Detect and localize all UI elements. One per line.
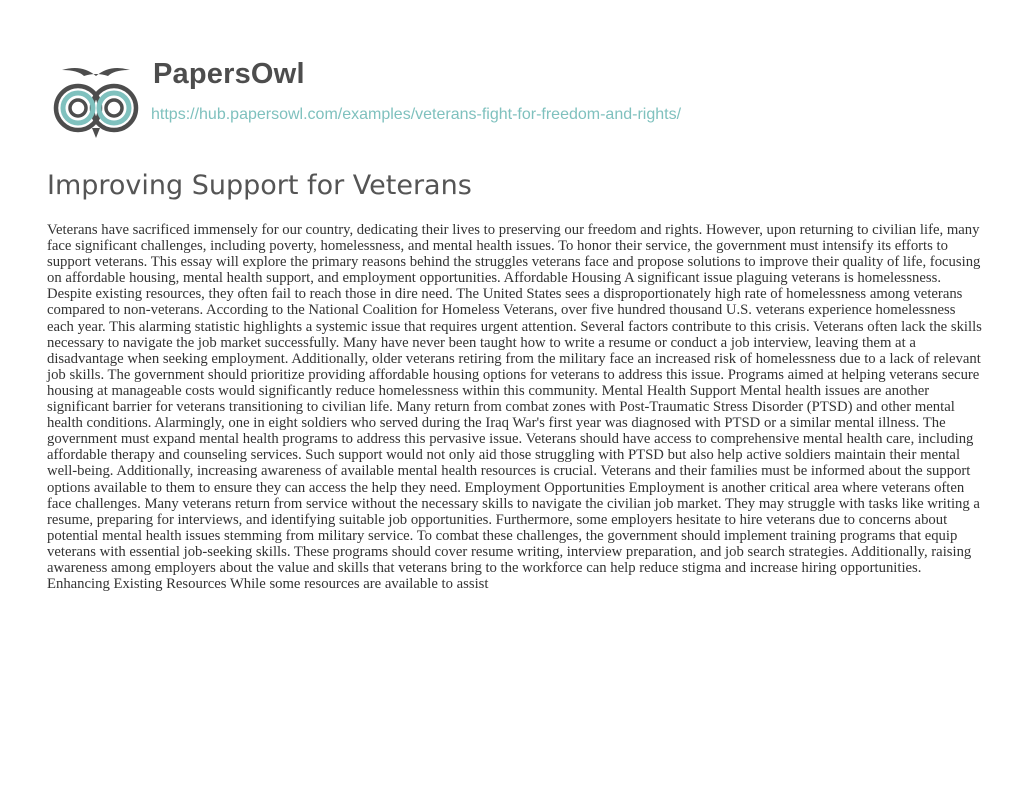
owl-eyes-logo-icon (48, 62, 144, 144)
essay-body: Veterans have sacrificed immensely for our country, dedicating their lives to preserving our freedom and rights. However, upon returning to civilian life, many face significant challenges, including poverty, homelessness, and mental health issues. To honor their service, the government must intensify its efforts to support veterans. This essay will explore the primary reasons behind the struggles veterans face and propose solutions to improve their quality of life, focusing on affordable housing, mental health support, and employment opportunities. Affordable Housing A significant issue plaguing veterans is homelessness. Despite existing resources, they often fail to reach those in dire need. The United States sees a disproportionately high rate of homelessness among veterans compared to non-veterans. According to the National Coalition for Homeless Veterans, over five hundred thousand U.S. veterans experience homelessness each year. This alarming statistic highlights a systemic issue that requires urgent attention. Several factors contribute to this crisis. Veterans often lack the skills necessary to navigate the job market successfully. Many have never been taught how to write a resume or conduct a job interview, leaving them at a disadvantage when seeking employment. Additionally, older veterans retiring from the military face an increased risk of homelessness due to a lack of relevant job skills. The government should prioritize providing affordable housing options for veterans to address this issue. Programs aimed at helping veterans secure housing at manageable costs would significantly reduce homelessness within this community. Mental Health Support Mental health issues are another significant barrier for veterans transitioning to civilian life. Many return from combat zones with Post-Traumatic Stress Disorder (PTSD) and other mental health conditions. Alarmingly, one in eight soldiers who served during the Iraq War's first year was diagnosed with PTSD or a similar mental illness. The government must expand mental health programs to address this pervasive issue. Veterans should have access to comprehensive mental health care, including affordable therapy and counseling services. Such support would not only aid those struggling with PTSD but also help active soldiers maintain their mental well-being. Additionally, increasing awareness of available mental health resources is crucial. Veterans and their families must be informed about the support options available to them to ensure they can access the help they need. Employment Opportunities Employment is another critical area where veterans often face challenges. Many veterans return from service without the necessary skills to navigate the civilian job market. They may struggle with tasks like writing a resume, preparing for interviews, and identifying suitable job opportunities. Furthermore, some employers hesitate to hire veterans due to concerns about potential mental health issues stemming from military service. To combat these challenges, the government should implement training programs that equip veterans with essential job-seeking skills. These programs should cover resume writing, interview preparation, and job search strategies. Additionally, raising awareness among employers about the value and skills that veterans bring to the workforce can help reduce stigma and increase hiring opportunities. Enhancing Existing Resources While some resources are available to assist (47, 222, 982, 593)
site-header (48, 58, 988, 138)
brand-name: PapersOwl (153, 58, 305, 90)
source-url-link[interactable]: https://hub.papersowl.com/examples/veterans-fight-for-freedom-and-rights/ (151, 106, 682, 123)
essay-title: Improving Support for Veterans (47, 170, 472, 201)
